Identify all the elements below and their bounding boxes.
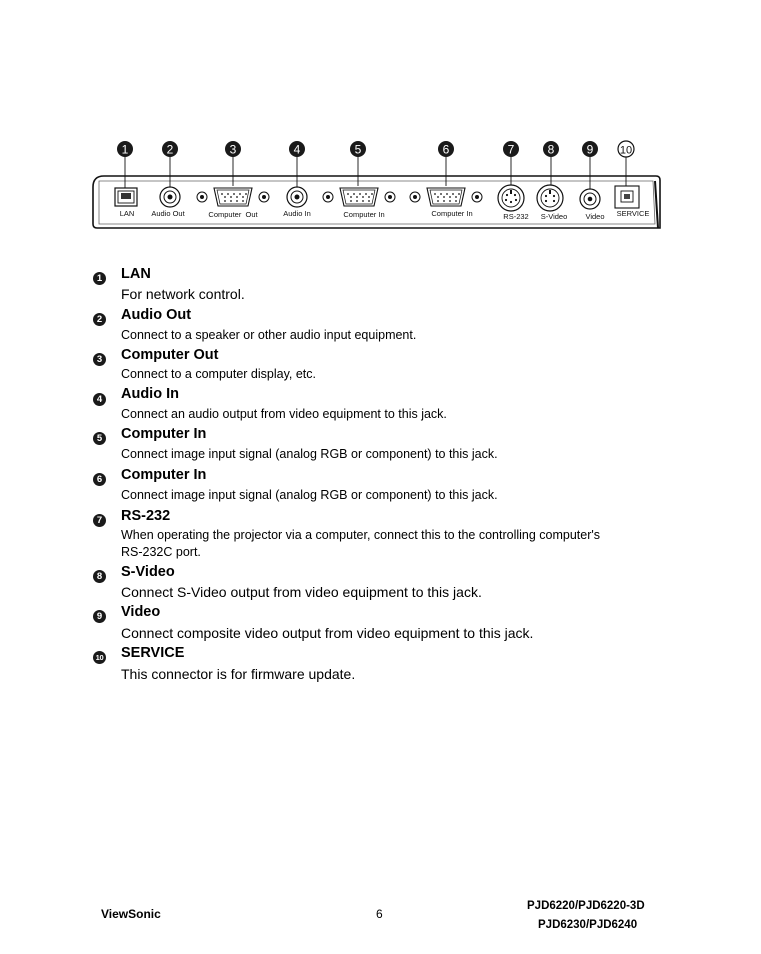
port-label-s-video: S-Video <box>540 212 568 221</box>
callout-marker-label: 5 <box>354 142 362 157</box>
item-number-badge: 4 <box>93 393 106 406</box>
callout-marker-2 <box>162 141 178 157</box>
item-title: Computer In <box>121 467 207 483</box>
item-title: LAN <box>121 266 151 282</box>
footer-models-line-1: PJD6220/PJD6220-3D <box>527 900 645 912</box>
lan-port-icon <box>115 188 137 206</box>
item-title: Audio In <box>121 386 179 402</box>
item-description: Connect S-Video output from video equipment to this jack. <box>121 584 482 600</box>
callout-marker-5 <box>350 141 366 157</box>
item-title: Computer In <box>121 426 207 442</box>
port-label-video: Video <box>585 212 605 221</box>
item-description: Connect to a computer display, etc. <box>121 367 317 381</box>
callout-marker-9 <box>582 141 598 157</box>
item-description: Connect image input signal (analog RGB or component) to this jack. <box>121 488 498 502</box>
item-description: This connector is for firmware update. <box>121 666 356 682</box>
callout-marker-label: 6 <box>442 142 450 157</box>
item-title: SERVICE <box>121 645 185 661</box>
callout-marker-label: 3 <box>229 142 237 157</box>
item-number-badge: 10 <box>93 651 106 664</box>
item-description: For network control. <box>121 286 245 302</box>
audio-out-jack-icon <box>160 187 180 207</box>
audio-in-jack-icon <box>287 187 307 207</box>
item-title: S-Video <box>121 564 175 580</box>
port-label-rs232: RS-232 <box>503 212 529 221</box>
item-number-badge: 9 <box>93 610 106 623</box>
footer-brand: ViewSonic <box>101 907 161 921</box>
port-label-audio-out: Audio Out <box>151 209 185 218</box>
footer-models-line-2: PJD6230/PJD6240 <box>538 919 638 931</box>
item-number-badge: 3 <box>93 353 106 366</box>
callout-marker-4 <box>289 141 305 157</box>
port-label-audio-in: Audio In <box>283 209 311 218</box>
port-label-lan: LAN <box>119 209 135 218</box>
callout-marker-label: 1 <box>121 142 129 157</box>
callout-marker-label: 8 <box>547 142 555 157</box>
callout-marker-label: 4 <box>293 142 301 157</box>
rs232-port-icon <box>498 185 524 211</box>
port-label-service: SERVICE <box>616 209 650 218</box>
callout-markers <box>117 141 634 157</box>
item-description: Connect image input signal (analog RGB or component) to this jack. <box>121 447 498 461</box>
port-label-computer-in-1: Computer In <box>343 210 385 219</box>
port-label-computer-in-2: Computer In <box>431 209 473 218</box>
item-number-badge: 2 <box>93 313 106 326</box>
item-title: Audio Out <box>121 307 192 323</box>
callout-marker-6 <box>438 141 454 157</box>
callout-marker-10 <box>618 141 634 157</box>
callout-marker-label: 10 <box>619 144 633 157</box>
callout-marker-8 <box>543 141 559 157</box>
callout-marker-3 <box>225 141 241 157</box>
item-description: Connect composite video output from video equipment to this jack. <box>121 625 534 641</box>
callout-marker-label: 2 <box>166 142 174 157</box>
s-video-port-icon <box>537 185 563 211</box>
item-title: Computer Out <box>121 347 219 363</box>
item-number-badge: 7 <box>93 514 106 527</box>
callout-marker-label: 7 <box>507 142 515 157</box>
item-number-badge: 5 <box>93 432 106 445</box>
callout-marker-7 <box>503 141 519 157</box>
service-usb-port-icon <box>615 186 639 208</box>
item-number-badge: 1 <box>93 272 106 285</box>
video-rca-jack-icon <box>580 189 600 209</box>
item-description: When operating the projector via a computer, connect this to the controlling computer's <box>121 528 601 542</box>
connector-panel-diagram <box>0 0 761 240</box>
item-description-continued: RS-232C port. <box>121 545 201 559</box>
item-description: Connect to a speaker or other audio input equipment. <box>121 328 417 342</box>
item-number-badge: 8 <box>93 570 106 583</box>
page-number: 6 <box>376 907 383 921</box>
item-title: Video <box>121 604 161 620</box>
port-label-computer-out: Computer Out <box>208 210 258 219</box>
callout-marker-label: 9 <box>586 142 594 157</box>
item-title: RS-232 <box>121 508 171 524</box>
item-number-badge: 6 <box>93 473 106 486</box>
callout-marker-1 <box>117 141 133 157</box>
item-description: Connect an audio output from video equipment to this jack. <box>121 407 447 421</box>
